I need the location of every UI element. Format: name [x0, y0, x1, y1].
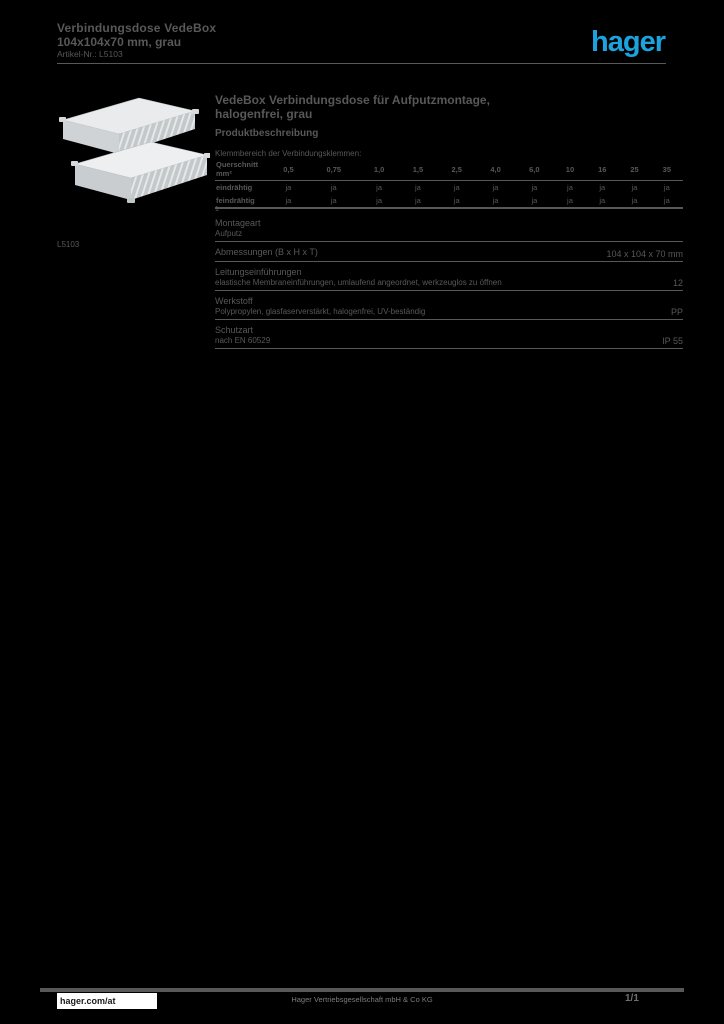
table-cell: ja — [330, 183, 337, 192]
table-cell: ja — [599, 196, 606, 205]
header-divider — [57, 63, 666, 64]
table-header-cell: 0,75 — [308, 158, 360, 181]
table-row — [215, 194, 683, 208]
footer-site-label: hager.com/at — [60, 996, 116, 1006]
table-cell: ja — [492, 183, 499, 192]
table-header-cell: 10 — [554, 158, 586, 181]
table-cell: ja — [531, 196, 538, 205]
table-cell: ja — [567, 183, 573, 192]
spec-label: Abmessungen (B x H x T) — [215, 247, 318, 258]
table-header-cell: 6,0 — [515, 158, 554, 181]
header-article-number: Artikel-Nr.: L5103 — [57, 49, 123, 59]
table-cell: ja — [531, 183, 538, 192]
spec-label: Montageart Aufputz — [215, 218, 261, 239]
table-cell: ja — [376, 196, 382, 205]
table-cell: ja — [631, 196, 638, 205]
spec-row — [215, 215, 683, 242]
footer-divider — [40, 988, 684, 992]
header-product-variant: 104x104x70 mm, grau — [57, 35, 182, 49]
spec-sublabel: Aufputz — [215, 229, 243, 239]
spec-row — [215, 322, 683, 349]
technical-data-list — [215, 215, 683, 351]
table-cell: ja — [631, 183, 638, 192]
table-header-cell: 1,5 — [399, 158, 438, 181]
table-cell: ja — [492, 196, 499, 205]
spec-value: PP — [670, 307, 683, 317]
footer-page-indicator: 1/1 — [625, 993, 639, 1004]
table-cell: ja — [663, 183, 670, 192]
table-header-cell: 4,0 — [476, 158, 515, 181]
section-heading: Produktbeschreibung — [215, 128, 319, 139]
spec-value: 12 — [672, 277, 683, 288]
junction-boxes-illustration — [55, 90, 210, 220]
footnote-marker: 1 — [215, 206, 219, 213]
table-cell: ja — [285, 183, 292, 192]
spec-sublabel: nach EN 60529 — [215, 336, 271, 346]
footer-company: Hager Vertriebsgesellschaft mbH & Co KG — [291, 995, 433, 1004]
header-product-name: Verbindungsdose VedeBox — [57, 21, 217, 35]
table-header-cell: 2,5 — [437, 158, 476, 181]
table-header-cell: 1,0 — [360, 158, 399, 181]
table-header-cell: 16 — [586, 158, 618, 181]
image-caption: L5103 — [57, 240, 80, 249]
table-cell: ja — [376, 183, 382, 192]
table-header-row — [215, 158, 683, 181]
product-image — [55, 90, 210, 225]
table-cell: ja — [453, 183, 460, 192]
spec-label: Werkstoff Polypropylen, glasfaserverstärkt, halogenfrei, UV-beständig — [215, 295, 426, 316]
spec-sublabel: elastische Membraneinführungen, umlaufend angeordnet, werkzeuglos zu öffnen — [215, 277, 502, 287]
table-header-cell: 25 — [618, 158, 650, 181]
box-front — [71, 142, 210, 203]
spec-row — [215, 244, 683, 261]
table-row — [215, 181, 683, 195]
spec-sublabel: Polypropylen, glasfaserverstärkt, halogenfrei, UV-beständig — [215, 307, 426, 316]
spec-value: IP 55 — [662, 336, 683, 347]
spec-row — [215, 293, 683, 320]
spec-label: Leitungseinführungen elastische Membraneinführungen, umlaufend angeordnet, werkzeuglos zu öffnen — [215, 266, 502, 287]
table-row-label: eindrähtig — [216, 183, 253, 192]
spec-value: 104 x 104 x 70 mm — [606, 248, 683, 259]
table-cell: ja — [330, 196, 337, 205]
table-header-cell: Querschnitt mm² — [215, 158, 269, 181]
intro-line: Klemmbereich der Verbindungsklemmen: — [215, 149, 362, 158]
table-cell: ja — [414, 196, 421, 205]
table-cell: ja — [567, 196, 573, 205]
table-cell: ja — [663, 196, 670, 205]
table-cell: ja — [599, 183, 606, 192]
terminal-capacity-table — [215, 158, 683, 209]
spec-label: Schutzart nach EN 60529 — [215, 325, 271, 346]
spec-row — [215, 264, 683, 291]
table-row-label: feindrähtig — [216, 196, 255, 205]
table-cell: ja — [414, 183, 421, 192]
table-cell: ja — [285, 196, 292, 205]
table-cell: ja — [453, 196, 460, 205]
table-header-cell: 0,5 — [269, 158, 308, 181]
table-header-cell: 35 — [651, 158, 683, 181]
product-title: VedeBox Verbindungsdose für Aufputzmontage, halogenfrei, grau — [215, 93, 490, 121]
hager-logo: hager — [591, 26, 665, 58]
